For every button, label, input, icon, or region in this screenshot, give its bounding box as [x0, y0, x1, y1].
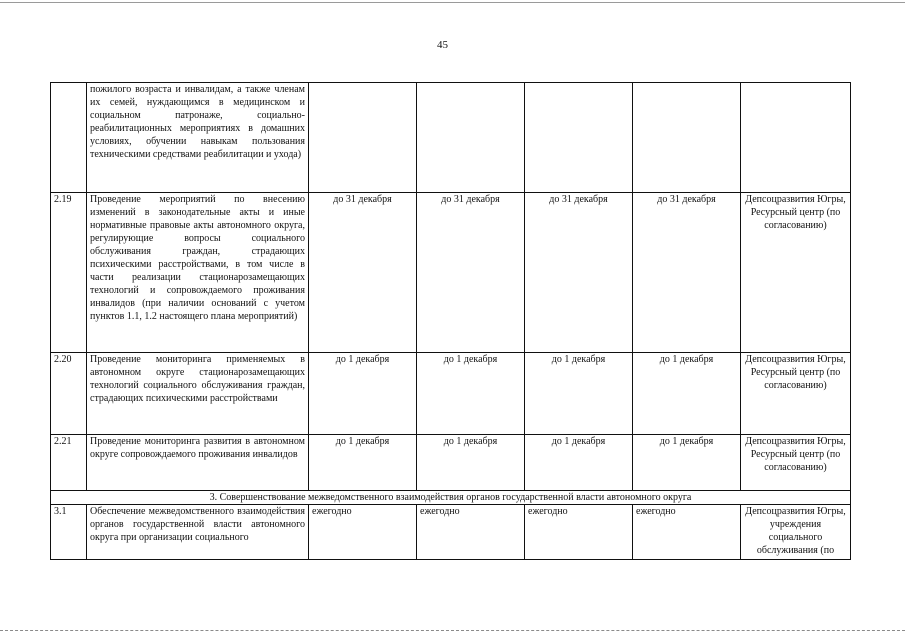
term-cell [417, 83, 525, 193]
term-cell: до 31 декабря [525, 193, 633, 353]
term-cell: до 1 декабря [417, 435, 525, 491]
table-row-2-19 [51, 193, 851, 353]
table-row-2-21 [51, 435, 851, 491]
term-cell: до 1 декабря [309, 435, 417, 491]
section-title: 3. Совершенствование межведомственного взаимодействия органов государственной власти автономного округа [51, 491, 851, 505]
page-number: 45 [437, 39, 448, 51]
row-number: 2.21 [51, 435, 87, 491]
table-row-continued [51, 83, 851, 193]
term-cell: до 31 декабря [633, 193, 741, 353]
action-plan-table [50, 82, 851, 560]
term-cell: ежегодно [309, 505, 417, 560]
row-number: 2.19 [51, 193, 87, 353]
term-cell: до 1 декабря [633, 435, 741, 491]
term-cell: до 1 декабря [633, 353, 741, 435]
activity-description: Проведение мониторинга применяемых в автономном округе стационарозамещающих технологий социального обслуживания граждан, страдающих психическими расстройствами [87, 353, 309, 435]
term-cell: до 31 декабря [417, 193, 525, 353]
term-cell [309, 83, 417, 193]
scan-top-edge [0, 2, 905, 3]
term-cell: ежегодно [417, 505, 525, 560]
row-number [51, 83, 87, 193]
term-cell: до 31 декабря [309, 193, 417, 353]
term-cell: до 1 декабря [525, 353, 633, 435]
term-cell: до 1 декабря [525, 435, 633, 491]
activity-description: пожилого возраста и инвалидам, а также членам их семей, нуждающимся в медицинском и социальном патронаже, социально-реабилитационных мероприятиях в домашних условиях, обучении навыкам пользования техническими средствами реабилитации и ухода) [87, 83, 309, 193]
executor-cell: Депсоцразвития Югры, учреждения социального обслуживания (по [741, 505, 851, 560]
section-heading-row [51, 491, 851, 505]
term-cell [525, 83, 633, 193]
table-row-3-1 [51, 505, 851, 560]
row-number: 2.20 [51, 353, 87, 435]
activity-description: Проведение мониторинга развития в автономном округе сопровождаемого проживания инвалидов [87, 435, 309, 491]
table-row-2-20 [51, 353, 851, 435]
activity-description: Проведение мероприятий по внесению изменений в законодательные акты и иные нормативные правовые акты автономного округа, регулирующие вопросы социального обслуживания граждан, страдающих психическими расстройствами, в том числе в части реализации стационарозамещающих технологий и сопровождаемого проживания инвалидов (при наличии оснований с учетом пунктов 1.1, 1.2 настоящего плана мероприятий) [87, 193, 309, 353]
row-number: 3.1 [51, 505, 87, 560]
scan-bottom-edge [0, 630, 905, 631]
executor-cell: Депсоцразвития Югры, Ресурсный центр (по согласованию) [741, 353, 851, 435]
term-cell [633, 83, 741, 193]
executor-cell: Депсоцразвития Югры, Ресурсный центр (по согласованию) [741, 193, 851, 353]
term-cell: до 1 декабря [417, 353, 525, 435]
term-cell: ежегодно [633, 505, 741, 560]
activity-description: Обеспечение межведомственного взаимодействия органов государственной власти автономного округа при организации социального [87, 505, 309, 560]
executor-cell [741, 83, 851, 193]
executor-cell: Депсоцразвития Югры, Ресурсный центр (по согласованию) [741, 435, 851, 491]
term-cell: ежегодно [525, 505, 633, 560]
term-cell: до 1 декабря [309, 353, 417, 435]
